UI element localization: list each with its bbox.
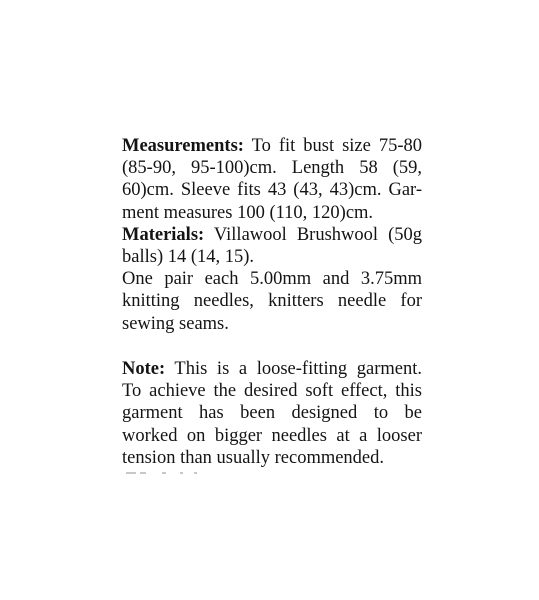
note-text-1: This is a loose-fitting garment. xyxy=(165,359,422,379)
note-line-4: worked on bigger needles at a looser xyxy=(122,425,422,446)
measurements-line-3: 60)cm. Sleeve fits 43 (43, 43)cm. Gar- xyxy=(122,180,422,201)
materials-label: Materials: xyxy=(122,224,205,245)
note-line-1 xyxy=(122,358,422,380)
materials-line-4: knitting needles, knitters needle for xyxy=(122,291,422,312)
measurements-label: Measurements: xyxy=(122,136,244,156)
note-line-5: tension than usually recommended. xyxy=(122,447,385,468)
materials-text-1: Villawool Brushwool (50g xyxy=(204,224,422,245)
materials-line-5: sewing seams. xyxy=(122,313,229,334)
measurements-text-1: To fit bust size 75-80 xyxy=(243,136,422,156)
measurements-line-1 xyxy=(122,135,422,157)
note-line-2: To achieve the desired soft effect, this xyxy=(122,381,422,402)
materials-line-3: One pair each 5.00mm and 3.75mm xyxy=(122,269,422,290)
note-line-3: garment has been designed to be xyxy=(122,403,422,424)
measurements-materials-section xyxy=(122,135,422,335)
materials-line-1 xyxy=(122,224,422,246)
measurements-line-2: (85-90, 95-100)cm. Length 58 (59, xyxy=(122,158,422,179)
note-label: Note: xyxy=(122,359,166,379)
materials-line-2: balls) 14 (14, 15). xyxy=(122,247,255,268)
measurements-line-4: ment measures 100 (110, 120)cm. xyxy=(122,202,374,223)
note-section xyxy=(122,358,422,469)
cut-off-text-remnant xyxy=(122,470,242,476)
